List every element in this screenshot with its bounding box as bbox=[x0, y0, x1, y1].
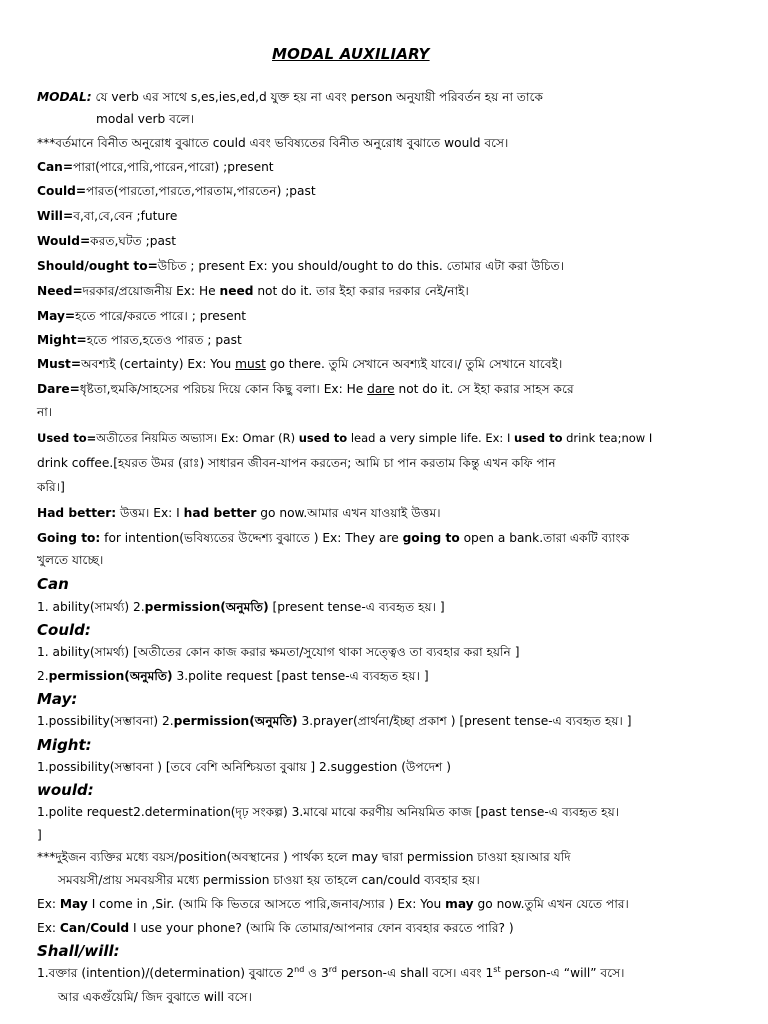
shall-will-use-2: আর একগুঁয়েমি/ জিদ বুঝাতে will বসে। bbox=[58, 990, 252, 1004]
def-can: Can=পারা(পারে,পারি,পারেন,পারো) ;present bbox=[37, 160, 274, 174]
can-uses: 1. ability(সামর্থ্য) 2.permission(অনুমতি) [present tense-এ ব্যবহৃত হয়। ] bbox=[37, 600, 445, 614]
modal-definition-cont: modal verb বলে। bbox=[96, 112, 195, 126]
could-use-2: 2.permission(অনুমতি) 3.polite request [past tense-এ ব্যবহৃত হয়। ] bbox=[37, 669, 429, 683]
def-need: Need=দরকার/প্রয়োজনীয় Ex: He need not do it. তার ইহা করার দরকার নেই/নাই। bbox=[37, 284, 469, 298]
would-uses-cont: ] bbox=[37, 828, 42, 842]
heading-can: Can bbox=[37, 575, 69, 593]
may-uses: 1.possibility(সম্ভাবনা) 2.permission(অনুমতি) 3.prayer(প্রার্থনা/ইচ্ছা প্রকাশ ) [present tense-এ ব্যবহৃত হয়। ] bbox=[37, 714, 632, 728]
def-could: Could=পারত(পারতো,পারতে,পারতাম,পারতেন) ;past bbox=[37, 184, 316, 198]
page-title: MODAL AUXILIARY bbox=[272, 45, 430, 63]
heading-may: May: bbox=[37, 690, 78, 708]
def-dare-cont: না। bbox=[37, 405, 53, 419]
def-had-better: Had better: উত্তম। Ex: I had better go now.আমার এখন যাওয়াই উত্তম। bbox=[37, 506, 441, 520]
heading-could: Could: bbox=[37, 621, 91, 639]
def-may: May=হতে পারে/করতে পারে। ; present bbox=[37, 309, 247, 323]
def-should: Should/ought to=উচিত ; present Ex: you should/ought to do this. তোমার এটা করা উচিত। bbox=[37, 259, 565, 273]
heading-would: would: bbox=[37, 781, 94, 799]
heading-might: Might: bbox=[37, 736, 92, 754]
def-going-to-cont: খুলতে যাচ্ছে। bbox=[37, 553, 104, 567]
def-used-to: Used to=অতীতের নিয়মিত অভ্যাস। Ex: Omar (R) used to lead a very simple life. Ex: I used to drink tea;now I bbox=[37, 431, 653, 445]
modal-definition bbox=[37, 90, 740, 104]
might-uses: 1.possibility(সম্ভাবনা ) [তবে বেশি অনিশ্চিয়তা বুঝায় ] 2.suggestion (উপদেশ ) bbox=[37, 760, 451, 774]
def-dare: Dare=ধৃষ্টতা,হুমকি/সাহসের পরিচয় দিয়ে কোন কিছু বলা। Ex: He dare not do it. সে ইহা করার সাহস করে bbox=[37, 382, 574, 396]
modal-text: যে verb এর সাথে s,es,ies,ed,d যুক্ত হয় না এবং person অনুযায়ী পরিবর্তন হয় না তাকে bbox=[91, 90, 544, 104]
note-polite-request: ***বর্তমানে বিনীত অনুরোধ বুঝাতে could এবং ভবিষ্যতের বিনীত অনুরোধ বুঝাতে would বসে। bbox=[37, 136, 509, 150]
example-may: Ex: May I come in ,Sir. (আমি কি ভিতরে আসতে পারি,জনাব/স্যার ) Ex: You may go now.তুমি এখন যেতে পার। bbox=[37, 897, 629, 911]
def-will: Will=ব,বা,বে,বেন ;future bbox=[37, 209, 178, 223]
def-might: Might=হতে পারত,হতেও পারত ; past bbox=[37, 333, 242, 347]
heading-shall-will: Shall/will: bbox=[37, 942, 120, 960]
def-going-to: Going to: for intention(ভবিষ্যতের উদ্দেশ্য বুঝাতে ) Ex: They are going to open a bank.তারা একটি ব্যাংক bbox=[37, 531, 630, 545]
could-use-1: 1. ability(সামর্থ্য) [অতীতের কোন কাজ করার ক্ষমতা/সুযোগ থাকা সত্ত্বেও তা ব্যবহার করা হয়নি ] bbox=[37, 645, 520, 659]
def-used-to-cont2: করি।] bbox=[37, 480, 65, 494]
modal-label: MODAL: bbox=[37, 90, 92, 104]
would-uses: 1.polite request2.determination(দৃঢ় সংকল্প) 3.মাঝে মাঝে করণীয় অনিয়মিত কাজ [past tense-এ ব্যবহৃত হয়। bbox=[37, 805, 620, 819]
def-would: Would=করত,ঘটত ;past bbox=[37, 234, 177, 248]
note-permission-cont: সমবয়সী/প্রায় সমবয়সীর মধ্যে permission চাওয়া হয় তাহলে can/could ব্যবহার হয়। bbox=[58, 873, 480, 887]
def-used-to-cont: drink coffee.[হযরত উমর (রাঃ) সাধারন জীবন-যাপন করতেন; আমি চা পান করতাম কিন্তু এখন কফি পান bbox=[37, 456, 556, 470]
note-permission: ***দুইজন ব্যক্তির মধ্যে বয়স/position(অবস্থানের ) পার্থক্য হলে may দ্বারা permission চাওয়া হয়।আর যদি bbox=[37, 850, 571, 864]
example-can-could: Ex: Can/Could I use your phone? (আমি কি তোমার/আপনার ফোন ব্যবহার করতে পারি? ) bbox=[37, 921, 514, 935]
def-must: Must=অবশ্যই (certainty) Ex: You must go there. তুমি সেখানে অবশ্যই যাবে।/ তুমি সেখানে যাবেই। bbox=[37, 357, 563, 371]
shall-will-use-1: 1.বক্তার (intention)/(determination) বুঝাতে 2nd ও 3rd person-এ shall বসে। এবং 1st person-এ “will” বসে। bbox=[37, 964, 625, 980]
